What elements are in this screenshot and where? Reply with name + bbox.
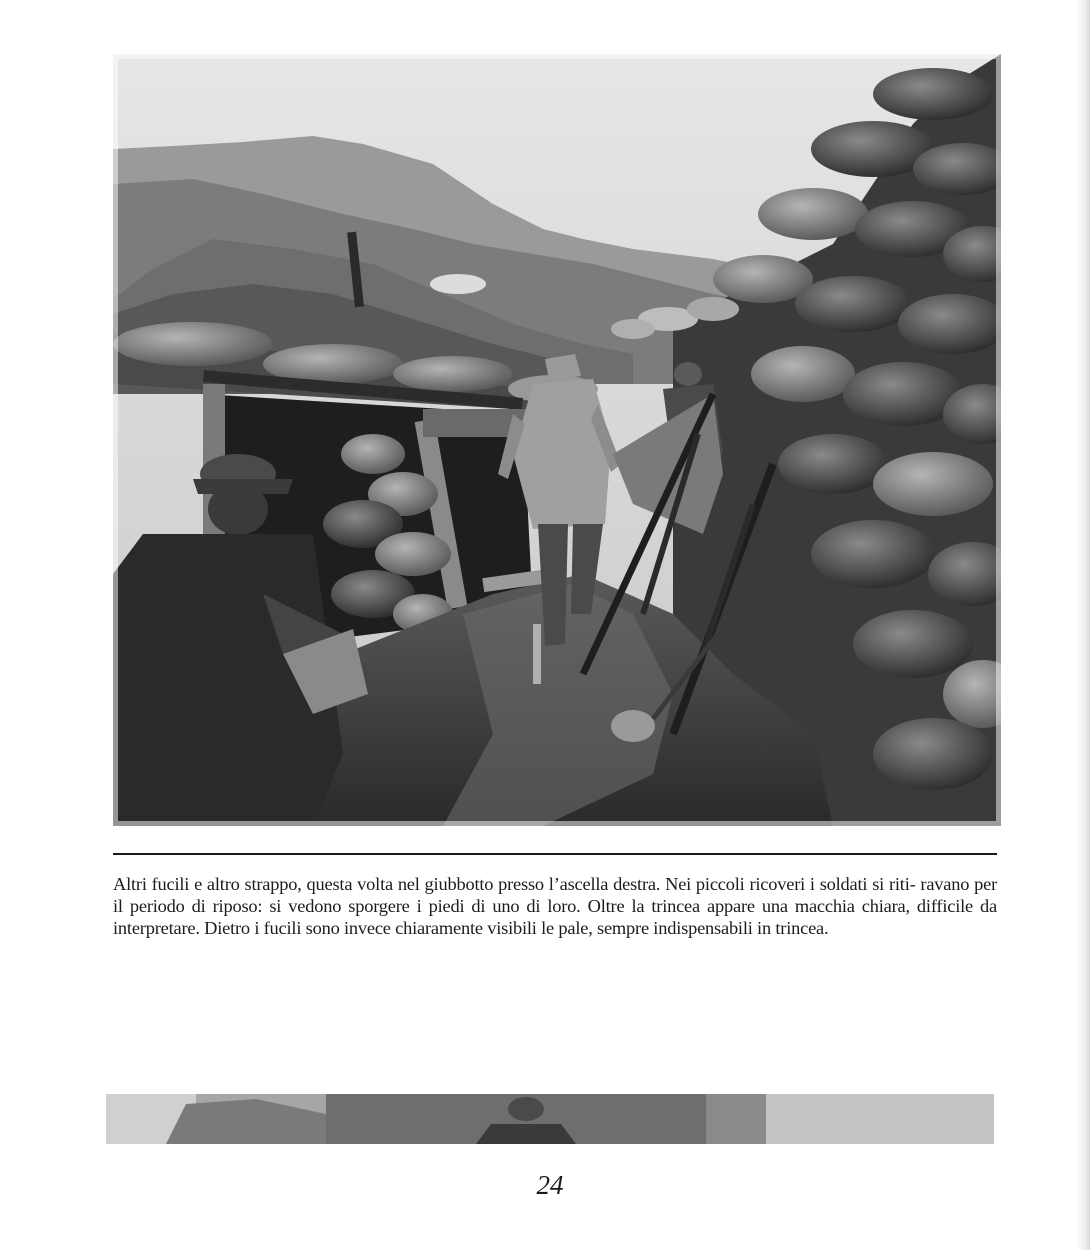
- next-photo-strip: [106, 1094, 994, 1144]
- photo-caption: Altri fucili e altro strappo, questa volta nel giubbotto presso l’ascella destra. Nei piccoli ricoveri i soldati si riti- ravano per il periodo di riposo: si vedono sporgere i piedi di uno di loro. Oltre la trincea appare una macchia chiara, difficile da interpretare. Dietro i fucili sono invece chiaramente visibili le pale, sempre indispensabili in trincea.: [113, 874, 997, 938]
- caption-divider: [113, 853, 997, 855]
- page-edge-shadow: [1076, 0, 1090, 1250]
- page-number: 24: [536, 1170, 564, 1200]
- trench-photograph: [113, 54, 1001, 826]
